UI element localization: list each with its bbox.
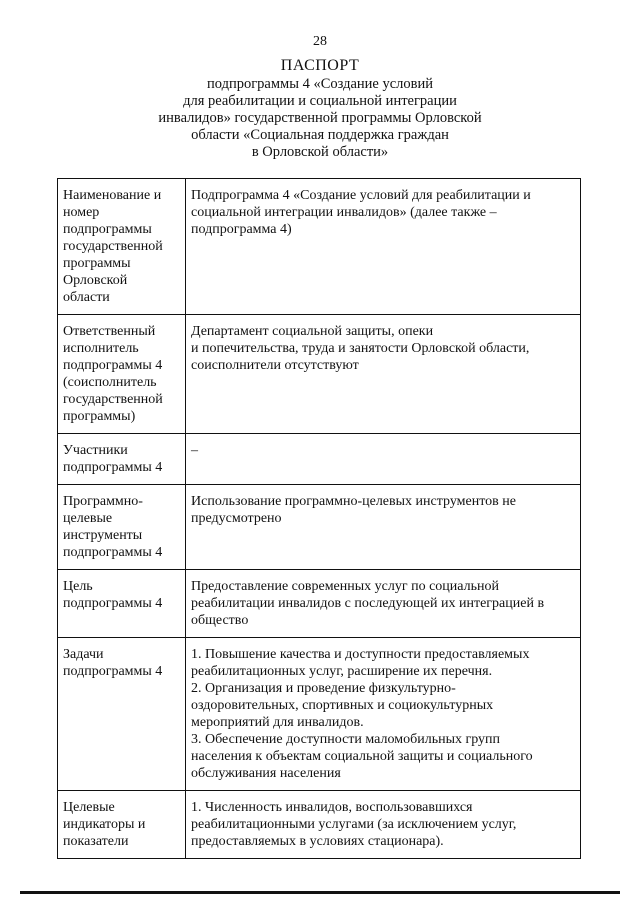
cell-line: Участники [63, 443, 128, 458]
cell-line: 1. Численность инвалидов, воспользовавшихся [191, 800, 473, 815]
cell-line: инструменты [63, 528, 143, 543]
cell-line: общество [191, 613, 249, 628]
cell-line: подпрограммы 4 [63, 545, 163, 560]
row-label-cell [58, 791, 186, 859]
cell-line: подпрограммы 4 [63, 460, 163, 475]
row-value-cell [186, 179, 581, 315]
cell-line: Орловской [63, 273, 128, 288]
row-label-cell [58, 570, 186, 638]
cell-line: Ответственный [63, 324, 156, 339]
cell-line: реабилитационных услуг, расширение их перечня. [191, 664, 493, 679]
row-label-cell [58, 638, 186, 791]
row-value-cell [186, 791, 581, 859]
cell-line: Наименование и [63, 188, 162, 203]
subtitle-line: для реабилитации и социальной интеграции [183, 93, 457, 109]
subtitle-line: области «Социальная поддержка граждан [191, 127, 449, 143]
row-label-cell [58, 434, 186, 485]
cell-line: 2. Организация и проведение физкультурно- [191, 681, 456, 696]
cell-line: подпрограммы 4 [63, 596, 163, 611]
table-row [58, 179, 581, 315]
cell-line: подпрограммы 4 [63, 664, 163, 679]
cell-line: – [191, 443, 198, 458]
cell-line: государственной [63, 239, 163, 254]
cell-line: Подпрограмма 4 «Создание условий для реабилитации и [191, 188, 531, 203]
cell-line: области [63, 290, 110, 305]
table-row [58, 315, 581, 434]
document-title: ПАСПОРТ [280, 57, 360, 74]
cell-line: Программно- [63, 494, 143, 509]
cell-line: и попечительства, труда и занятости Орловской области, [191, 341, 530, 356]
subtitle-line: в Орловской области» [251, 144, 389, 160]
cell-line: предоставляемых в условиях стационара). [191, 834, 444, 849]
table-row [58, 485, 581, 570]
cell-line: мероприятий для инвалидов. [191, 715, 364, 730]
row-label-cell [58, 179, 186, 315]
cell-line: населения к объектам социальной защиты и социального [191, 749, 533, 764]
cell-line: Цель [63, 579, 93, 594]
cell-line: предусмотрено [191, 511, 282, 526]
subtitle-line: подпрограммы 4 «Создание условий [206, 76, 434, 92]
cell-line: обслуживания населения [191, 766, 341, 781]
cell-line: Департамент социальной защиты, опеки [191, 324, 434, 339]
cell-line: реабилитации инвалидов с последующей их интеграцией в [191, 596, 545, 611]
passport-table [57, 178, 581, 859]
table-row [58, 434, 581, 485]
cell-line: оздоровительных, спортивных и социокультурных [191, 698, 494, 713]
cell-line: исполнитель [63, 341, 139, 356]
document-header [0, 56, 640, 161]
cell-line: целевые [63, 511, 113, 526]
cell-line: государственной [63, 392, 163, 407]
cell-line: Задачи [63, 647, 104, 662]
row-value-cell [186, 485, 581, 570]
cell-line: 1. Повышение качества и доступности предоставляемых [191, 647, 530, 662]
cell-line: подпрограммы 4 [63, 358, 163, 373]
cell-line: показатели [63, 834, 129, 849]
cell-line: индикаторы и [63, 817, 146, 832]
cell-line: Использование программно-целевых инструментов не [191, 494, 516, 509]
row-label-cell [58, 315, 186, 434]
cell-line: номер [63, 205, 100, 220]
cell-line: (соисполнитель [63, 375, 157, 390]
cell-line: подпрограмма 4) [191, 222, 292, 237]
subtitle-line: инвалидов» государственной программы Орловской [158, 110, 482, 126]
cell-line: реабилитационными услугами (за исключением услуг, [191, 817, 517, 832]
row-value-cell [186, 638, 581, 791]
row-value-cell [186, 315, 581, 434]
page-number: 28 [313, 34, 327, 49]
row-value-cell [186, 570, 581, 638]
table-row [58, 791, 581, 859]
cell-line: Предоставление современных услуг по социальной [191, 579, 499, 594]
cell-line: социальной интеграции инвалидов» (далее также – [191, 205, 497, 220]
row-label-cell [58, 485, 186, 570]
cell-line: программы [63, 256, 131, 271]
cell-line: программы) [63, 409, 136, 424]
scan-bottom-edge [20, 891, 620, 894]
cell-line: 3. Обеспечение доступности маломобильных групп [191, 732, 501, 747]
cell-line: соисполнители отсутствуют [191, 358, 359, 373]
cell-line: подпрограммы [63, 222, 152, 237]
table-row [58, 638, 581, 791]
cell-line: Целевые [63, 800, 115, 815]
row-value-cell [186, 434, 581, 485]
table-row [58, 570, 581, 638]
